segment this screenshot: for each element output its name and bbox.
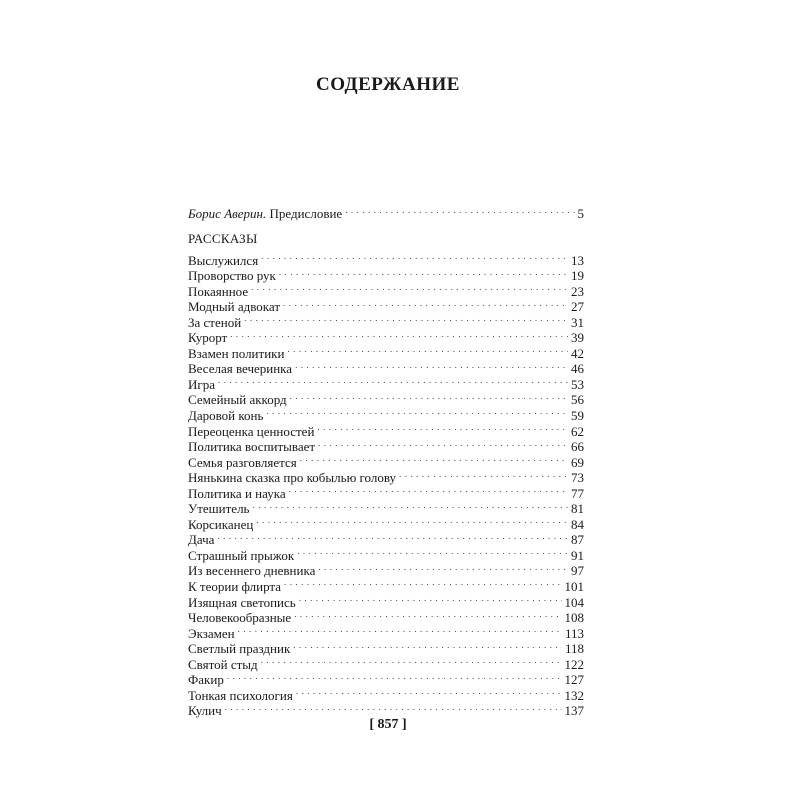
toc-entry-page: 84 — [571, 516, 584, 532]
dot-leader — [283, 296, 568, 312]
toc-entry-title: Факир — [188, 672, 224, 688]
toc-entry — [188, 373, 584, 392]
toc-entry — [188, 684, 584, 703]
dot-leader — [253, 498, 569, 514]
dot-leader — [261, 249, 568, 265]
toc-entry-title: Нянькина сказка про кобылью голову — [188, 470, 397, 486]
toc-entry-title: Кулич — [188, 703, 222, 719]
toc-entry — [188, 638, 584, 657]
preface-label: Предисловие — [269, 205, 343, 221]
toc-entry-page: 23 — [571, 283, 584, 299]
toc-entry-title: Корсиканец — [188, 516, 254, 532]
dot-leader — [299, 591, 562, 607]
dot-leader — [266, 404, 568, 420]
dot-leader — [238, 622, 562, 638]
toc-entry-title: Утешитель — [188, 501, 250, 517]
toc-entry-title: Святой стыд — [188, 656, 258, 672]
dot-leader — [345, 202, 574, 218]
section-heading: РАССКАЗЫ — [188, 231, 258, 246]
dot-leader — [295, 358, 568, 374]
dot-leader — [399, 467, 568, 483]
toc-preface-entry — [188, 202, 584, 222]
toc-entry-page: 13 — [571, 252, 584, 268]
toc-entry — [188, 311, 584, 330]
toc-entry-page: 122 — [564, 656, 584, 672]
dot-leader — [296, 684, 562, 700]
dot-leader — [294, 607, 561, 623]
toc-entry-title: Дача — [188, 532, 215, 548]
page-number: [ 857 ] — [369, 717, 407, 732]
dot-leader — [251, 280, 568, 296]
dot-leader — [244, 311, 568, 327]
toc-entry-page: 31 — [571, 314, 584, 330]
toc-entry-title: Страшный прыжок — [188, 547, 295, 563]
dot-leader — [300, 451, 568, 467]
preface-author: Борис Аверин. — [188, 205, 267, 221]
toc-entry-page: 87 — [571, 532, 584, 548]
toc-entry — [188, 700, 584, 719]
toc-entry-page: 27 — [571, 299, 584, 315]
toc-entry-page: 69 — [571, 454, 584, 470]
dot-leader — [227, 669, 562, 685]
dot-leader — [218, 373, 568, 389]
toc-entry-title: Взамен политики — [188, 345, 285, 361]
toc-entry-title: Изящная светопись — [188, 594, 296, 610]
toc-entry-page: 113 — [564, 625, 584, 641]
toc-preface-page: 5 — [577, 205, 584, 221]
toc-entry-page: 42 — [571, 345, 584, 361]
toc-entry-title: Игра — [188, 376, 215, 392]
toc-entry-title: Из весеннего дневника — [188, 563, 316, 579]
toc-entry-page: 66 — [571, 439, 584, 455]
toc-entry — [188, 327, 584, 346]
toc-entry-title: Выслужился — [188, 252, 259, 268]
toc-entry-page: 39 — [571, 330, 584, 346]
dot-leader — [293, 638, 562, 654]
toc-entry-page: 91 — [571, 547, 584, 563]
toc-entry-title: Модный адвокат — [188, 299, 281, 315]
toc-entry-page: 56 — [571, 392, 584, 408]
dot-leader — [287, 342, 568, 358]
toc-entry — [188, 249, 584, 268]
toc-entry-page: 59 — [571, 408, 584, 424]
toc-entry-title: Экзамен — [188, 625, 235, 641]
toc-entry — [188, 669, 584, 688]
toc-entry-page: 73 — [571, 470, 584, 486]
toc-entry-title: Проворство рук — [188, 268, 276, 284]
dot-leader — [297, 544, 568, 560]
toc-entry-title: Светлый праздник — [188, 641, 291, 657]
dot-leader — [230, 327, 568, 343]
toc-entry-page: 53 — [571, 376, 584, 392]
dot-leader — [318, 560, 568, 576]
toc-entry-title: Семейный аккорд — [188, 392, 287, 408]
toc-entry-title: Даровой конь — [188, 408, 264, 424]
toc-entry-title: Курорт — [188, 330, 228, 346]
toc-entry-title: За стеной — [188, 314, 242, 330]
toc-entry-title: Политика воспитывает — [188, 439, 316, 455]
toc-entry-title: Покаянное — [188, 283, 249, 299]
page-title: СОДЕРЖАНИЕ — [316, 74, 460, 95]
toc-entry — [188, 544, 584, 563]
toc-entry-title: Человекообразные — [188, 610, 292, 626]
toc-entry-page: 132 — [564, 687, 584, 703]
toc-entry-title: Тонкая психология — [188, 687, 293, 703]
toc-entry-title: К теории флирта — [188, 579, 282, 595]
dot-leader — [279, 265, 568, 281]
dot-leader — [318, 436, 568, 452]
dot-leader — [256, 513, 568, 529]
toc-preface-title — [188, 205, 342, 222]
dot-leader — [317, 420, 568, 436]
toc-entry-page: 127 — [564, 672, 584, 688]
toc-entry-title: Веселая вечеринка — [188, 361, 293, 377]
toc-entry-page: 81 — [571, 501, 584, 517]
toc-entry-title: Политика и наука — [188, 485, 286, 501]
toc-entry-page: 108 — [564, 610, 584, 626]
toc-entry-page: 77 — [571, 485, 584, 501]
toc-entry-page: 19 — [571, 268, 584, 284]
toc-entry — [188, 342, 584, 361]
toc-entry — [188, 529, 584, 548]
toc-list — [188, 249, 584, 719]
toc-entry — [188, 622, 584, 641]
dot-leader — [289, 482, 568, 498]
toc-entry-page: 104 — [564, 594, 584, 610]
dot-leader — [225, 700, 562, 716]
toc-entry-title: Переоценка ценностей — [188, 423, 315, 439]
toc-entry-page: 137 — [564, 703, 584, 719]
toc-entry-page: 97 — [571, 563, 584, 579]
dot-leader — [217, 529, 568, 545]
dot-leader — [284, 575, 561, 591]
toc-entry-page: 118 — [564, 641, 584, 657]
toc-entry-page: 62 — [571, 423, 584, 439]
toc-entry-page: 101 — [564, 579, 584, 595]
toc-entry-page: 46 — [571, 361, 584, 377]
toc-entry-title: Семья разговляется — [188, 454, 297, 470]
dot-leader — [261, 653, 562, 669]
toc-entry — [188, 389, 584, 408]
dot-leader — [290, 389, 568, 405]
